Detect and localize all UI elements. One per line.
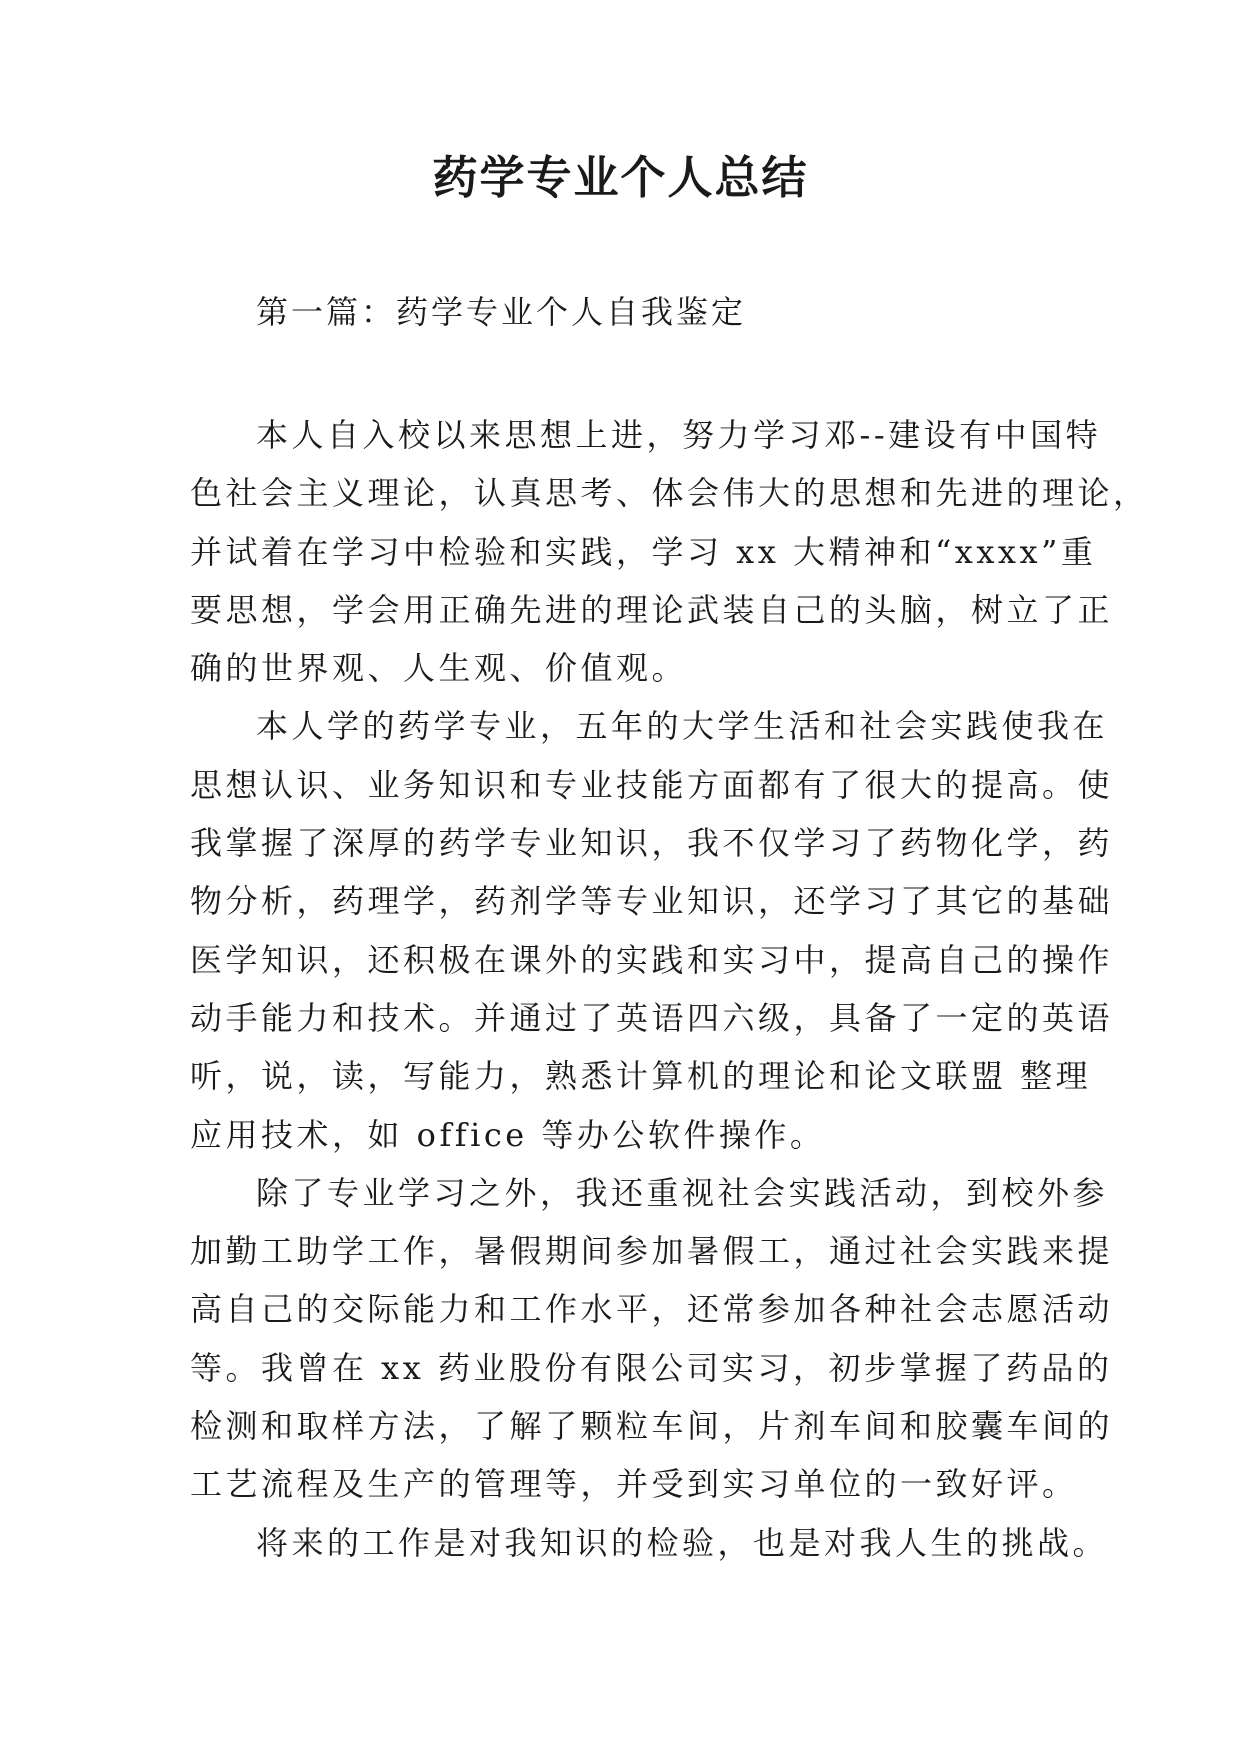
paragraph-line: 本人学的药学专业，五年的大学生活和社会实践使我在 <box>256 707 1109 746</box>
paragraph-line: 动手能力和技术。并通过了英语四六级，具备了一定的英语 <box>190 998 1114 1037</box>
body-paragraph <box>190 406 1149 697</box>
body-paragraph <box>190 697 1114 1163</box>
paragraph-line: 检测和取样方法，了解了颗粒车间，片剂车间和胶囊车间的 <box>190 1407 1114 1446</box>
body-paragraph <box>190 1164 1114 1514</box>
paragraph-line: 听，说，读，写能力，熟悉计算机的理论和论文联盟 整理 <box>190 1057 1092 1096</box>
paragraph-line: 要思想，学会用正确先进的理论武装自己的头脑，树立了正 <box>190 590 1114 629</box>
paragraph-line: 思想认识、业务知识和专业技能方面都有了很大的提高。使 <box>190 765 1114 804</box>
paragraph-line: 加勤工助学工作，暑假期间参加暑假工，通过社会实践来提 <box>190 1232 1114 1271</box>
paragraph-line: 将来的工作是对我知识的检验，也是对我人生的挑战。 <box>256 1523 1109 1562</box>
paragraph-line: 除了专业学习之外，我还重视社会实践活动，到校外参 <box>256 1173 1109 1212</box>
section-heading: 第一篇：药学专业个人自我鉴定 <box>256 293 747 331</box>
paragraph-line: 工艺流程及生产的管理等，并受到实习单位的一致好评。 <box>190 1465 1078 1504</box>
paragraph-line: 并试着在学习中检验和实践，学习 xx 大精神和“xxxx”重 <box>190 532 1097 571</box>
body-paragraph <box>190 1514 1109 1572</box>
body-text <box>190 406 1149 1572</box>
paragraph-line: 医学知识，还积极在课外的实践和实习中，提高自己的操作 <box>190 940 1114 979</box>
paragraph-line: 等。我曾在 xx 药业股份有限公司实习，初步掌握了药品的 <box>190 1348 1113 1387</box>
paragraph-line: 高自己的交际能力和工作水平，还常参加各种社会志愿活动 <box>190 1290 1114 1329</box>
document-title: 药学专业个人总结 <box>432 151 809 204</box>
paragraph-line: 应用技术，如 office 等办公软件操作。 <box>190 1115 826 1154</box>
paragraph-line: 色社会主义理论，认真思考、体会伟大的思想和先进的理论， <box>190 474 1149 513</box>
paragraph-line: 我掌握了深厚的药学专业知识，我不仅学习了药物化学，药 <box>190 824 1114 863</box>
paragraph-line: 物分析，药理学，药剂学等专业知识，还学习了其它的基础 <box>190 882 1114 921</box>
paragraph-line: 本人自入校以来思想上进，努力学习邓--建设有中国特 <box>256 416 1102 454</box>
paragraph-line: 确的世界观、人生观、价值观。 <box>190 649 688 688</box>
